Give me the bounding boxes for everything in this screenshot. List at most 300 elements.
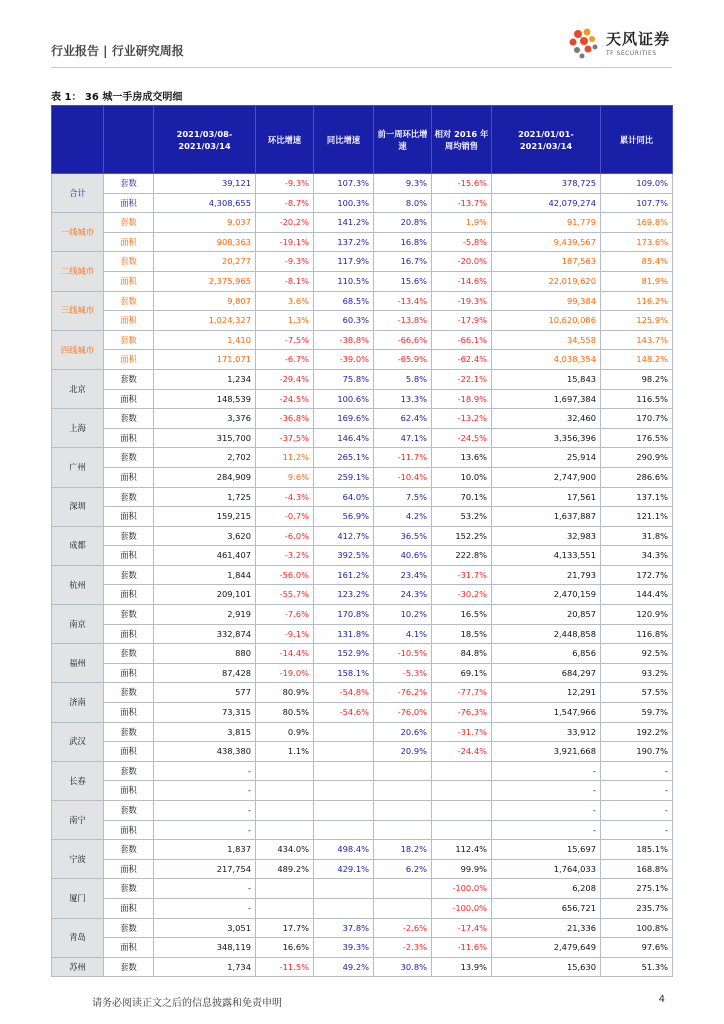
value-cell: 429.1%	[314, 859, 374, 879]
value-cell: -76.0%	[374, 703, 432, 723]
value-cell: 141.2%	[314, 213, 374, 233]
metric-cell: 面积	[104, 232, 154, 252]
value-cell: 123.2%	[314, 585, 374, 605]
city-cell: 上海	[52, 409, 104, 448]
city-cell: 三线城市	[52, 291, 104, 330]
value-cell: -13.4%	[374, 291, 432, 311]
value-cell: 2,747,900	[492, 467, 601, 487]
value-cell: -5.8%	[432, 232, 492, 252]
value-cell	[256, 879, 314, 899]
value-cell: 144.4%	[601, 585, 673, 605]
value-cell: -	[492, 801, 601, 821]
value-cell: -	[492, 761, 601, 781]
city-cell: 宁波	[52, 840, 104, 879]
value-cell	[314, 820, 374, 840]
value-cell: 148.2%	[601, 350, 673, 370]
city-cell: 南京	[52, 605, 104, 644]
city-cell: 深圳	[52, 487, 104, 526]
value-cell: 32,983	[492, 526, 601, 546]
value-cell: 170.7%	[601, 409, 673, 429]
disclaimer: 请务必阅读正文之后的信息披露和免责申明	[92, 998, 282, 1009]
value-cell: 217,754	[154, 859, 256, 879]
value-cell: 13.6%	[432, 448, 492, 468]
table-row	[52, 761, 673, 781]
value-cell: 489.2%	[256, 859, 314, 879]
table-row	[52, 174, 673, 194]
value-cell: 109.0%	[601, 174, 673, 194]
city-cell: 长春	[52, 761, 104, 800]
metric-cell: 面积	[104, 898, 154, 918]
city-cell: 厦门	[52, 879, 104, 918]
value-cell: -6.7%	[256, 350, 314, 370]
value-cell: 161.2%	[314, 565, 374, 585]
value-cell: 192.2%	[601, 722, 673, 742]
value-cell: 187,563	[492, 252, 601, 272]
value-cell: 6,208	[492, 879, 601, 899]
table-row	[52, 663, 673, 683]
value-cell: 315,700	[154, 428, 256, 448]
table-row	[52, 820, 673, 840]
value-cell	[314, 879, 374, 899]
value-cell: 15.6%	[374, 271, 432, 291]
value-cell: 284,909	[154, 467, 256, 487]
value-cell: 684,297	[492, 663, 601, 683]
value-cell: 18.5%	[432, 624, 492, 644]
value-cell: 498.4%	[314, 840, 374, 860]
transaction-table	[51, 105, 673, 977]
table-row	[52, 428, 673, 448]
value-cell: 17.7%	[256, 918, 314, 938]
value-cell: 1,844	[154, 565, 256, 585]
value-cell: 39.3%	[314, 938, 374, 958]
value-cell: 4.1%	[374, 624, 432, 644]
value-cell: 8.0%	[374, 193, 432, 213]
table-title: 表 1： 36 城一手房成交明细	[51, 92, 183, 103]
value-cell: 59.7%	[601, 703, 673, 723]
header-cell	[104, 106, 154, 174]
value-cell: 2,919	[154, 605, 256, 625]
value-cell: -9.3%	[256, 174, 314, 194]
table-row	[52, 644, 673, 664]
value-cell: -	[601, 801, 673, 821]
table-row	[52, 840, 673, 860]
value-cell: 99.9%	[432, 859, 492, 879]
value-cell: 4.2%	[374, 507, 432, 527]
metric-cell: 面积	[104, 938, 154, 958]
metric-cell: 套数	[104, 565, 154, 585]
value-cell: -20.2%	[256, 213, 314, 233]
value-cell: 73,315	[154, 703, 256, 723]
value-cell: -	[154, 879, 256, 899]
value-cell: 173.6%	[601, 232, 673, 252]
value-cell: 1,024,327	[154, 311, 256, 331]
metric-cell: 套数	[104, 526, 154, 546]
value-cell: 57.5%	[601, 683, 673, 703]
value-cell: 21,793	[492, 565, 601, 585]
value-cell: 33,912	[492, 722, 601, 742]
value-cell: 11.2%	[256, 448, 314, 468]
header-divider	[51, 67, 672, 68]
value-cell: 15,630	[492, 957, 601, 977]
value-cell	[374, 898, 432, 918]
value-cell: 16.7%	[374, 252, 432, 272]
value-cell: 10.2%	[374, 605, 432, 625]
metric-cell: 面积	[104, 389, 154, 409]
table-row	[52, 722, 673, 742]
metric-cell: 套数	[104, 722, 154, 742]
header-cell: 2021/01/01-2021/03/14	[492, 106, 601, 174]
value-cell: 97.6%	[601, 938, 673, 958]
value-cell: -62.4%	[432, 350, 492, 370]
value-cell	[256, 820, 314, 840]
value-cell: 1.3%	[256, 311, 314, 331]
table-header-row	[52, 106, 673, 174]
value-cell: 20,857	[492, 605, 601, 625]
value-cell	[314, 898, 374, 918]
value-cell: 116.2%	[601, 291, 673, 311]
value-cell: 40.6%	[374, 546, 432, 566]
metric-cell: 面积	[104, 742, 154, 762]
value-cell: -2.3%	[374, 938, 432, 958]
city-cell: 济南	[52, 683, 104, 722]
value-cell	[374, 801, 432, 821]
metric-cell: 套数	[104, 174, 154, 194]
value-cell: -76.3%	[432, 703, 492, 723]
value-cell: 0.9%	[256, 722, 314, 742]
table-row	[52, 448, 673, 468]
value-cell: -100.0%	[432, 879, 492, 899]
value-cell: 75.8%	[314, 369, 374, 389]
value-cell: -9.3%	[256, 252, 314, 272]
value-cell: -8.1%	[256, 271, 314, 291]
table-row	[52, 311, 673, 331]
table-row	[52, 918, 673, 938]
value-cell: 1,837	[154, 840, 256, 860]
value-cell: 117.9%	[314, 252, 374, 272]
value-cell: 3,921,668	[492, 742, 601, 762]
value-cell: 93.2%	[601, 663, 673, 683]
table-row	[52, 624, 673, 644]
value-cell: -100.0%	[432, 898, 492, 918]
value-cell: 85.4%	[601, 252, 673, 272]
value-cell	[314, 781, 374, 801]
table-row	[52, 291, 673, 311]
city-cell: 苏州	[52, 957, 104, 977]
value-cell: 2,375,965	[154, 271, 256, 291]
value-cell: -15.6%	[432, 174, 492, 194]
value-cell: 56.9%	[314, 507, 374, 527]
table-row	[52, 683, 673, 703]
table-row	[52, 232, 673, 252]
metric-cell: 套数	[104, 683, 154, 703]
value-cell: 286.6%	[601, 467, 673, 487]
metric-cell: 面积	[104, 271, 154, 291]
value-cell: 23.4%	[374, 565, 432, 585]
value-cell	[256, 801, 314, 821]
table-row	[52, 487, 673, 507]
metric-cell: 面积	[104, 859, 154, 879]
value-cell: 2,479,649	[492, 938, 601, 958]
metric-cell: 套数	[104, 369, 154, 389]
value-cell: -39.0%	[314, 350, 374, 370]
value-cell: 348,119	[154, 938, 256, 958]
value-cell	[374, 879, 432, 899]
value-cell: 100.6%	[314, 389, 374, 409]
report-header	[51, 30, 672, 62]
header-cell: 环比增速	[256, 106, 314, 174]
value-cell: 37.8%	[314, 918, 374, 938]
value-cell: 190.7%	[601, 742, 673, 762]
value-cell: -	[492, 820, 601, 840]
table-row	[52, 330, 673, 350]
value-cell: -19.3%	[432, 291, 492, 311]
metric-cell: 套数	[104, 409, 154, 429]
value-cell: 577	[154, 683, 256, 703]
value-cell: -31.7%	[432, 722, 492, 742]
value-cell: -30.2%	[432, 585, 492, 605]
metric-cell: 套数	[104, 291, 154, 311]
value-cell: 6.2%	[374, 859, 432, 879]
header-cell: 同比增速	[314, 106, 374, 174]
value-cell: -55.7%	[256, 585, 314, 605]
value-cell	[314, 722, 374, 742]
metric-cell: 套数	[104, 252, 154, 272]
value-cell: 20.6%	[374, 722, 432, 742]
value-cell: 9,439,567	[492, 232, 601, 252]
value-cell: 22,019,620	[492, 271, 601, 291]
metric-cell: 面积	[104, 311, 154, 331]
value-cell: 84.8%	[432, 644, 492, 664]
metric-cell: 套数	[104, 918, 154, 938]
value-cell	[314, 742, 374, 762]
value-cell: 24.3%	[374, 585, 432, 605]
value-cell: 159,215	[154, 507, 256, 527]
table-row	[52, 703, 673, 723]
value-cell: 69.1%	[432, 663, 492, 683]
metric-cell: 套数	[104, 487, 154, 507]
table-row	[52, 271, 673, 291]
value-cell: 20.9%	[374, 742, 432, 762]
value-cell: 25,914	[492, 448, 601, 468]
value-cell: 168.8%	[601, 859, 673, 879]
city-cell: 杭州	[52, 565, 104, 604]
value-cell: 30.8%	[374, 957, 432, 977]
value-cell: 99,384	[492, 291, 601, 311]
brand-logo	[568, 28, 670, 60]
value-cell: 9,037	[154, 213, 256, 233]
metric-cell: 套数	[104, 840, 154, 860]
metric-cell: 面积	[104, 546, 154, 566]
value-cell: 438,380	[154, 742, 256, 762]
value-cell: 6,856	[492, 644, 601, 664]
value-cell: 21,336	[492, 918, 601, 938]
value-cell: -	[154, 761, 256, 781]
value-cell: 80.5%	[256, 703, 314, 723]
table-row	[52, 252, 673, 272]
value-cell: 120.9%	[601, 605, 673, 625]
report-category: 行业报告 | 行业研究周报	[51, 44, 184, 58]
city-cell: 青岛	[52, 918, 104, 957]
value-cell: 12,291	[492, 683, 601, 703]
value-cell: 16.6%	[256, 938, 314, 958]
value-cell: 1,725	[154, 487, 256, 507]
value-cell: 2,702	[154, 448, 256, 468]
value-cell: 80.9%	[256, 683, 314, 703]
value-cell: 880	[154, 644, 256, 664]
value-cell: -66.1%	[432, 330, 492, 350]
value-cell: 176.5%	[601, 428, 673, 448]
value-cell: 34,558	[492, 330, 601, 350]
metric-cell: 套数	[104, 330, 154, 350]
metric-cell: 面积	[104, 585, 154, 605]
value-cell: 15,843	[492, 369, 601, 389]
metric-cell: 套数	[104, 213, 154, 233]
value-cell: 10,620,086	[492, 311, 601, 331]
value-cell: -13.8%	[374, 311, 432, 331]
value-cell	[314, 801, 374, 821]
value-cell: 13.9%	[432, 957, 492, 977]
value-cell: -13.7%	[432, 193, 492, 213]
value-cell	[432, 820, 492, 840]
value-cell: -7.5%	[256, 330, 314, 350]
value-cell: -18.9%	[432, 389, 492, 409]
brand-english-name: TF SECURITIES	[605, 50, 657, 57]
value-cell: 1,697,384	[492, 389, 601, 409]
table-row	[52, 350, 673, 370]
value-cell: 152.2%	[432, 526, 492, 546]
value-cell: 17,561	[492, 487, 601, 507]
city-cell: 武汉	[52, 722, 104, 761]
value-cell: 171,071	[154, 350, 256, 370]
value-cell: 137.1%	[601, 487, 673, 507]
value-cell: 110.5%	[314, 271, 374, 291]
value-cell: -2.6%	[374, 918, 432, 938]
value-cell: 34.3%	[601, 546, 673, 566]
value-cell: 3.6%	[256, 291, 314, 311]
value-cell: 18.2%	[374, 840, 432, 860]
value-cell: 3,356,396	[492, 428, 601, 448]
table-row	[52, 879, 673, 899]
value-cell: 62.4%	[374, 409, 432, 429]
value-cell: -	[154, 801, 256, 821]
value-cell: 290.9%	[601, 448, 673, 468]
value-cell: 152.9%	[314, 644, 374, 664]
value-cell: -6.0%	[256, 526, 314, 546]
value-cell: -38.8%	[314, 330, 374, 350]
value-cell: 49.2%	[314, 957, 374, 977]
table-row	[52, 801, 673, 821]
metric-cell: 面积	[104, 428, 154, 448]
value-cell: -14.6%	[432, 271, 492, 291]
value-cell: 172.7%	[601, 565, 673, 585]
city-cell: 北京	[52, 369, 104, 408]
city-cell: 广州	[52, 448, 104, 487]
table-row	[52, 957, 673, 977]
value-cell: 169.8%	[601, 213, 673, 233]
value-cell: 1,734	[154, 957, 256, 977]
metric-cell: 面积	[104, 781, 154, 801]
metric-cell: 面积	[104, 703, 154, 723]
value-cell: -24.4%	[432, 742, 492, 762]
table-row	[52, 507, 673, 527]
header-cell: 2021/03/08-2021/03/14	[154, 106, 256, 174]
metric-cell: 套数	[104, 644, 154, 664]
value-cell: -	[492, 781, 601, 801]
value-cell: 170.8%	[314, 605, 374, 625]
value-cell: 9,807	[154, 291, 256, 311]
value-cell: 36.5%	[374, 526, 432, 546]
brand-name: 天风证券	[605, 30, 670, 48]
value-cell: 3,620	[154, 526, 256, 546]
table-row	[52, 585, 673, 605]
value-cell: 81.9%	[601, 271, 673, 291]
value-cell: 91,779	[492, 213, 601, 233]
value-cell: -19.0%	[256, 663, 314, 683]
value-cell: 434.0%	[256, 840, 314, 860]
value-cell: 39,121	[154, 174, 256, 194]
value-cell: 116.5%	[601, 389, 673, 409]
table-row	[52, 605, 673, 625]
value-cell: -37.5%	[256, 428, 314, 448]
table-row	[52, 526, 673, 546]
table-row	[52, 193, 673, 213]
city-cell: 南宁	[52, 801, 104, 840]
value-cell	[256, 898, 314, 918]
value-cell: 87,428	[154, 663, 256, 683]
value-cell: -11.7%	[374, 448, 432, 468]
value-cell: 10.0%	[432, 467, 492, 487]
table-row	[52, 389, 673, 409]
value-cell: -	[154, 898, 256, 918]
value-cell: 68.5%	[314, 291, 374, 311]
value-cell: 378,725	[492, 174, 601, 194]
value-cell: -36.8%	[256, 409, 314, 429]
value-cell: -31.7%	[432, 565, 492, 585]
value-cell: -20.0%	[432, 252, 492, 272]
city-cell: 合计	[52, 174, 104, 213]
value-cell: 1,637,887	[492, 507, 601, 527]
value-cell: 209,101	[154, 585, 256, 605]
value-cell: 265.1%	[314, 448, 374, 468]
value-cell: -11.5%	[256, 957, 314, 977]
value-cell: -4.3%	[256, 487, 314, 507]
metric-cell: 套数	[104, 605, 154, 625]
value-cell: 461,407	[154, 546, 256, 566]
value-cell: 121.1%	[601, 507, 673, 527]
value-cell: 235.7%	[601, 898, 673, 918]
value-cell: 5.8%	[374, 369, 432, 389]
value-cell: 42,079,274	[492, 193, 601, 213]
metric-cell: 套数	[104, 448, 154, 468]
value-cell: -13.2%	[432, 409, 492, 429]
value-cell: -7.6%	[256, 605, 314, 625]
value-cell	[432, 781, 492, 801]
value-cell: 16.5%	[432, 605, 492, 625]
value-cell	[314, 761, 374, 781]
table-row	[52, 898, 673, 918]
metric-cell: 套数	[104, 957, 154, 977]
city-cell: 二线城市	[52, 252, 104, 291]
value-cell: 32,460	[492, 409, 601, 429]
value-cell: 332,874	[154, 624, 256, 644]
value-cell: 222.8%	[432, 546, 492, 566]
table-row	[52, 938, 673, 958]
value-cell	[374, 820, 432, 840]
value-cell: 1,547,966	[492, 703, 601, 723]
table-row	[52, 565, 673, 585]
value-cell: 125.9%	[601, 311, 673, 331]
value-cell: 53.2%	[432, 507, 492, 527]
